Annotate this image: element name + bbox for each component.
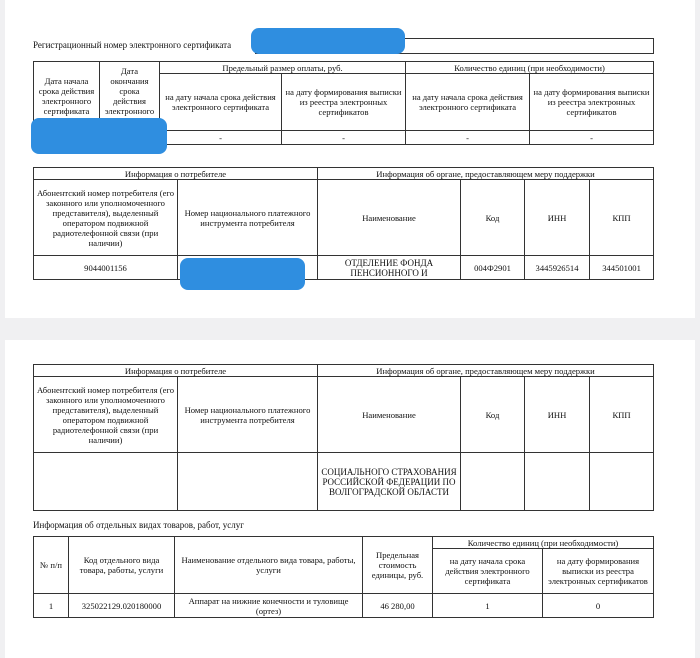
- col-quantity: Количество единиц (при необходимости): [406, 62, 654, 74]
- col-payment-instrument: Номер национального платежного инструмента потребителя: [178, 377, 318, 453]
- col-inn: ИНН: [525, 377, 590, 453]
- value-kpp: [590, 453, 654, 511]
- col-inn: ИНН: [525, 180, 590, 256]
- organ-info-header: Информация об органе, предоставляющем меру поддержки: [318, 168, 654, 180]
- consumer-info-header: Информация о потребителе: [34, 365, 318, 377]
- value-code: [461, 453, 525, 511]
- value-code: 004Ф2901: [461, 256, 525, 280]
- col-start-date: Дата начала срока действия электронного сертификата: [34, 62, 100, 131]
- sub-limit-report: на дату формирования выписки из реестра электронных сертификатов: [282, 74, 406, 131]
- redaction-mark: [31, 118, 167, 154]
- cell-qty-report: -: [530, 131, 654, 145]
- row-number: 1: [34, 594, 69, 618]
- col-goods-code: Код отдельного вида товара, работы, услуги: [69, 537, 175, 594]
- value-inn: [525, 453, 590, 511]
- sub-qty-start: на дату начала срока действия электронного сертификата: [433, 549, 543, 594]
- value-organ-name: ОТДЕЛЕНИЕ ФОНДА ПЕНСИОННОГО И: [318, 256, 461, 280]
- registration-number-label: Регистрационный номер электронного сертификата: [33, 40, 232, 50]
- col-quantity: Количество единиц (при необходимости): [433, 537, 654, 549]
- document-page-2: [5, 340, 695, 658]
- row-goods-code: 325022129.020180000: [69, 594, 175, 618]
- goods-info-label: Информация об отдельных видах товаров, работ, услуг: [33, 520, 244, 530]
- col-phone: Абонентский номер потребителя (его законного или уполномоченного представителя), выделенный оператором подвижной радиотелефонной связи (при наличии): [34, 180, 178, 256]
- col-code: Код: [461, 377, 525, 453]
- col-organ-name: Наименование: [318, 377, 461, 453]
- value-phone: [34, 453, 178, 511]
- row-goods-name: Аппарат на нижние конечности и туловище (ортез): [175, 594, 363, 618]
- sub-qty-start: на дату начала срока действия электронного сертификата: [406, 74, 530, 131]
- col-unit-price: Предельная стоимость единицы, руб.: [363, 537, 433, 594]
- consumer-organ-table: [33, 167, 654, 280]
- goods-table: [33, 536, 654, 618]
- row-unit-price: 46 280,00: [363, 594, 433, 618]
- col-organ-name: Наименование: [318, 180, 461, 256]
- redaction-mark: [180, 258, 305, 290]
- row-qty-report: 0: [543, 594, 654, 618]
- col-phone: Абонентский номер потребителя (его законного или уполномоченного представителя), выделенный оператором подвижной радиотелефонной связи (при наличии): [34, 377, 178, 453]
- cell-limit-start: -: [160, 131, 282, 145]
- sub-qty-report: на дату формирования выписки из реестра электронных сертификатов: [543, 549, 654, 594]
- consumer-organ-table-2: [33, 364, 654, 511]
- col-end-date: Дата окончания срока действия электронного: [100, 62, 160, 131]
- organ-info-header: Информация об органе, предоставляющем меру поддержки: [318, 365, 654, 377]
- cell-qty-start: -: [406, 131, 530, 145]
- col-code: Код: [461, 180, 525, 256]
- col-kpp: КПП: [590, 180, 654, 256]
- col-payment-instrument: Номер национального платежного инструмента потребителя: [178, 180, 318, 256]
- consumer-info-header: Информация о потребителе: [34, 168, 318, 180]
- value-payment-instrument: [178, 453, 318, 511]
- sub-qty-report: на дату формирования выписки из реестра электронных сертификатов: [530, 74, 654, 131]
- value-phone: 9044001156: [34, 256, 178, 280]
- value-kpp: 344501001: [590, 256, 654, 280]
- table-row: [34, 594, 654, 618]
- document-page-1: [5, 0, 695, 318]
- col-goods-name: Наименование отдельного вида товара, работы, услуги: [175, 537, 363, 594]
- col-kpp: КПП: [590, 377, 654, 453]
- row-qty-start: 1: [433, 594, 543, 618]
- col-number: № п/п: [34, 537, 69, 594]
- redaction-mark: [251, 28, 405, 54]
- col-limit: Предельный размер оплаты, руб.: [160, 62, 406, 74]
- value-inn: 3445926514: [525, 256, 590, 280]
- sub-limit-start: на дату начала срока действия электронного сертификата: [160, 74, 282, 131]
- cell-limit-report: -: [282, 131, 406, 145]
- value-organ-name: СОЦИАЛЬНОГО СТРАХОВАНИЯ РОССИЙСКОЙ ФЕДЕРАЦИИ ПО ВОЛГОГРАДСКОЙ ОБЛАСТИ: [318, 453, 461, 511]
